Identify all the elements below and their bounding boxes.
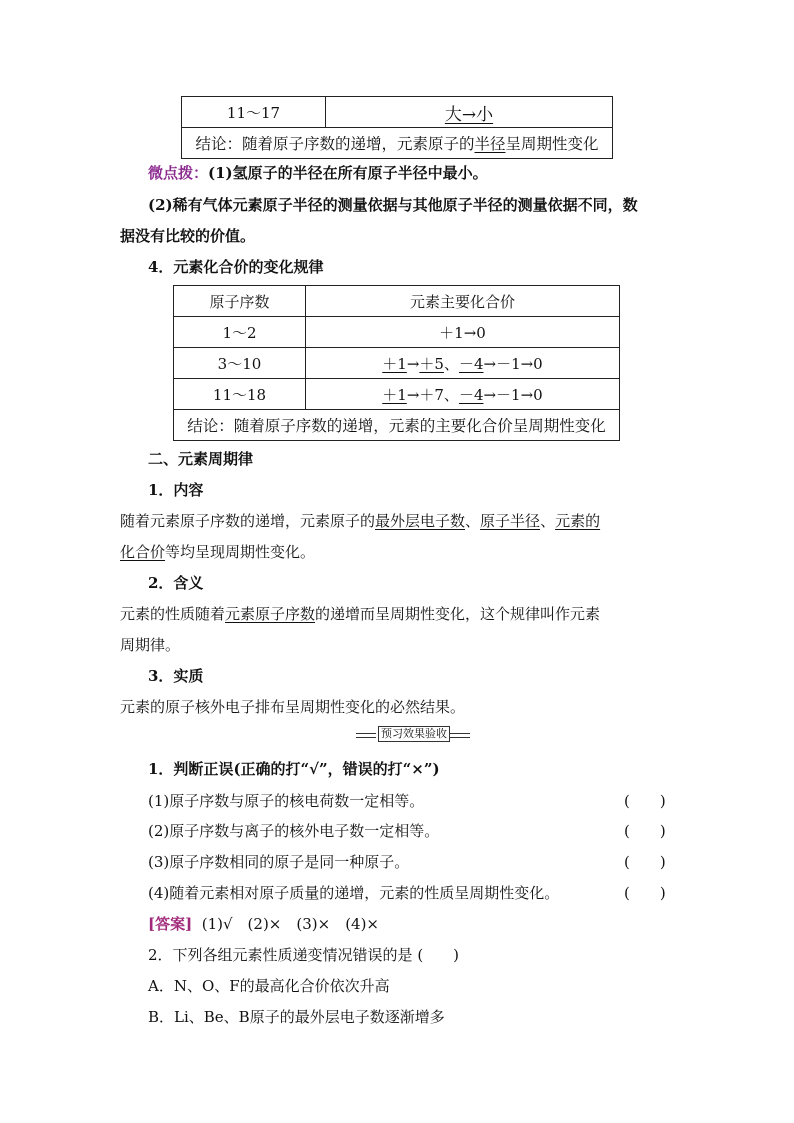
valence-conclusion: 结论：随着原子序数的递增，元素的主要化合价呈周期性变化 (174, 410, 620, 441)
radius-range-cell: 11～17 (182, 97, 326, 128)
section-banner (356, 726, 470, 742)
valence-heading: 4．元素化合价的变化规律 (148, 258, 324, 276)
tip-line-3: 据没有比较的价值。 (120, 227, 256, 245)
law-s2-line1: 元素的性质随着元素原子序数的递增而呈周期性变化，这个规律叫作元素 (120, 605, 601, 623)
valence-table (173, 285, 620, 441)
radius-trend-cell: 大→小 (326, 97, 613, 128)
answer-paren-4[interactable]: ( ) (624, 884, 666, 902)
quiz-q2: 2．下列各组元素性质递变情况错误的是 ( ) (148, 946, 460, 964)
answer-label: [答案] (148, 915, 193, 933)
answer-paren-3[interactable]: ( ) (624, 853, 666, 871)
law-s1-title: 1．内容 (148, 481, 204, 499)
law-s3-title: 3．实质 (148, 667, 204, 685)
law-s3-text: 元素的原子核外电子排布呈周期性变化的必然结果。 (120, 698, 466, 716)
answer-paren-2[interactable]: ( ) (624, 822, 666, 840)
law-s2-line2: 周期律。 (120, 636, 181, 654)
quiz-item-3: (3)原子序数相同的原子是同一种原子。 (148, 853, 410, 871)
option-a[interactable]: A．N、O、F的最高化合价依次升高 (148, 977, 390, 995)
law-s1-line2: 化合价等均呈现周期性变化。 (120, 543, 316, 561)
valence-row2-value: ＋1→＋5、－4→－1→0 (306, 348, 620, 379)
valence-col1-header: 原子序数 (174, 286, 306, 317)
valence-row3-range: 11～18 (174, 379, 306, 410)
answer-line (148, 913, 379, 934)
quiz-item-4: (4)随着元素相对原子质量的递增，元素的性质呈周期性变化。 (148, 884, 560, 902)
tip-label: 微点拨： (148, 164, 209, 182)
law-s2-title: 2．含义 (148, 574, 204, 592)
valence-col2-header: 元素主要化合价 (306, 286, 620, 317)
valence-row2-range: 3～10 (174, 348, 306, 379)
quiz-item-2: (2)原子序数与离子的核外电子数一定相等。 (148, 822, 440, 840)
tip-line-1: 微点拨：(1)氢原子的半径在所有原子半径中最小。 (148, 164, 488, 182)
answer-text: (1)√ (2)× (3)× (4)× (201, 915, 380, 933)
quiz-item-1: (1)原子序数与原子的核电荷数一定相等。 (148, 792, 425, 810)
law-heading: 二、元素周期律 (148, 450, 254, 468)
banner-label: 预习效果验收 (378, 726, 450, 742)
quiz-q1: 1．判断正误(正确的打“√”，错误的打“×”) (148, 760, 440, 778)
radius-table (181, 96, 613, 159)
answer-paren-1[interactable]: ( ) (624, 792, 666, 810)
law-s1-line1: 随着元素原子序数的递增，元素原子的最外层电子数、原子半径、元素的 (120, 512, 601, 530)
valence-row1-value: ＋1→0 (306, 317, 620, 348)
option-b[interactable]: B．Li、Be、B原子的最外层电子数逐渐增多 (148, 1008, 445, 1026)
tip-line-2: (2)稀有气体元素原子半径的测量依据与其他原子半径的测量依据不同，数 (148, 196, 638, 214)
radius-conclusion: 结论：随着原子序数的递增，元素原子的半径呈周期性变化 (182, 128, 613, 159)
valence-row1-range: 1～2 (174, 317, 306, 348)
valence-row3-value: ＋1→＋7、－4→－1→0 (306, 379, 620, 410)
